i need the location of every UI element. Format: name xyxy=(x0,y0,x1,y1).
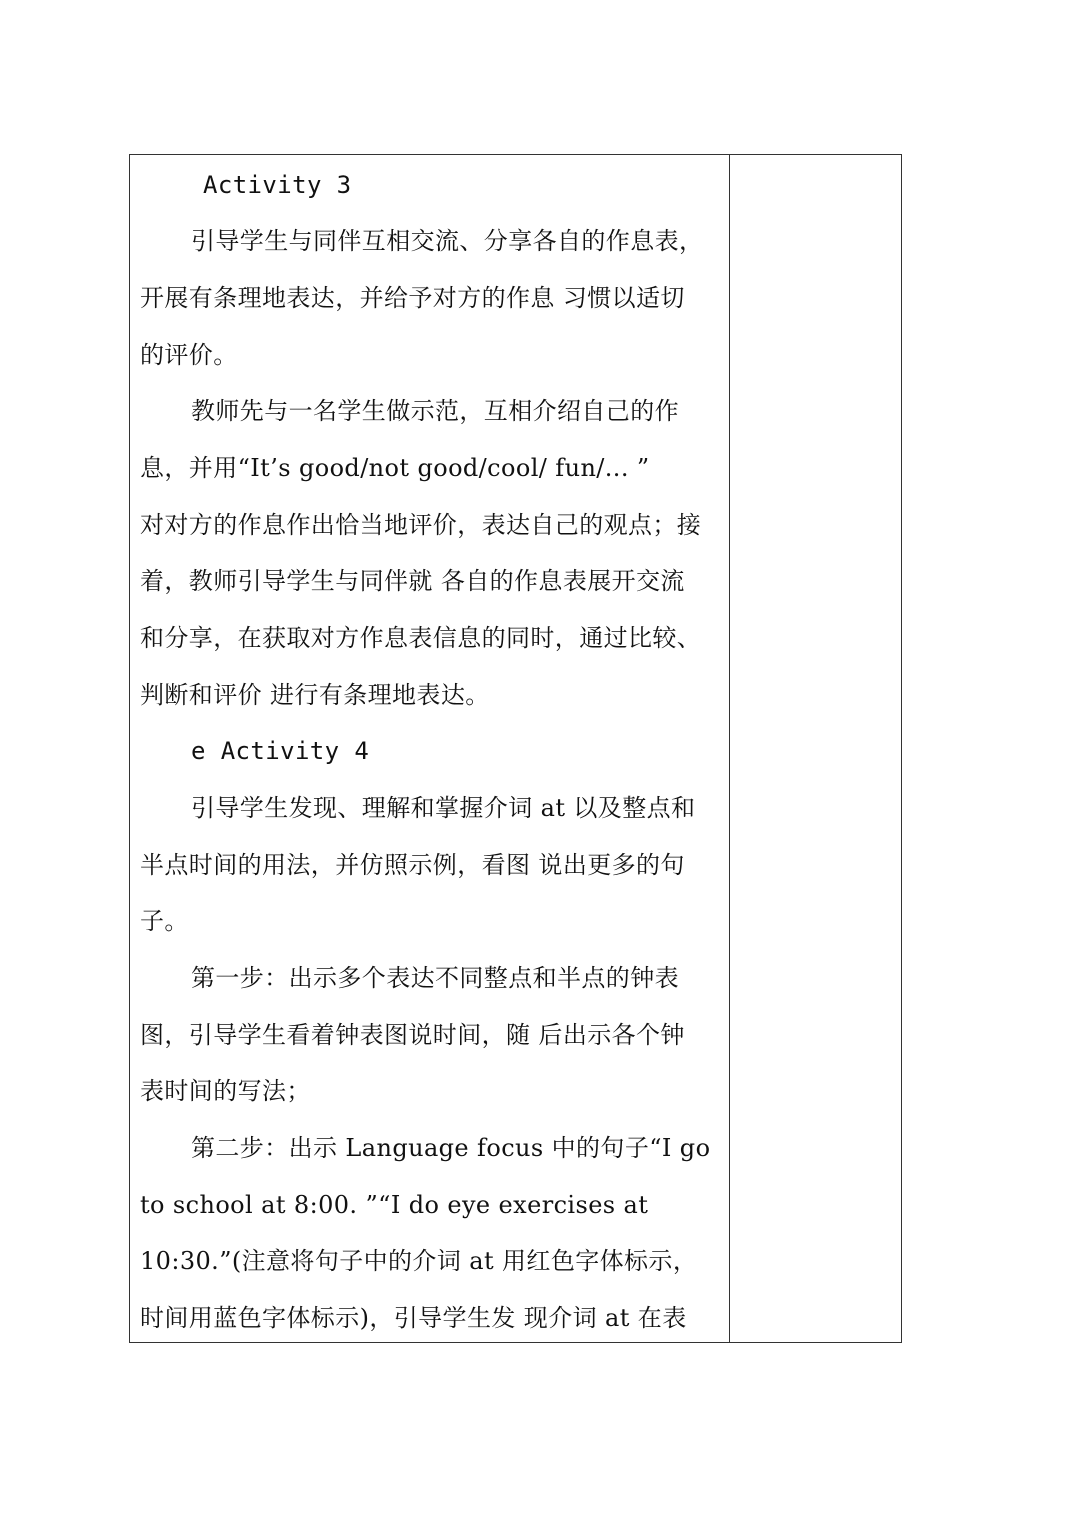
text-line: 的评价。 xyxy=(140,341,238,369)
activity-4-heading: e Activity 4 xyxy=(191,737,370,765)
text-line: 10:30.”(注意将句子中的介词 at 用红色字体标示， xyxy=(140,1247,698,1275)
text-line: 引导学生发现、理解和掌握介词 at 以及整点和 xyxy=(191,794,696,822)
activity-3-heading: Activity 3 xyxy=(203,171,352,199)
text-line: 半点时间的用法，并仿照示例，看图 说出更多的句 xyxy=(140,851,685,879)
text-line: 教师先与一名学生做示范，互相介绍自己的作 xyxy=(191,397,679,425)
column-divider xyxy=(729,154,730,1343)
text-line: 和分享，在获取对方作息表信息的同时，通过比较、 xyxy=(140,624,702,652)
text-line: 对对方的作息作出恰当地评价，表达自己的观点；接 xyxy=(140,511,702,539)
text-line: 判断和评价 进行有条理地表达。 xyxy=(140,681,490,709)
text-line: 开展有条理地表达，并给予对方的作息 习惯以适切 xyxy=(140,284,685,312)
notes-cell xyxy=(731,156,900,1341)
text-line: 引导学生与同伴互相交流、分享各自的作息表， xyxy=(191,227,704,255)
text-line: 第一步：出示多个表达不同整点和半点的钟表 xyxy=(191,964,679,992)
text-line: 子。 xyxy=(140,907,189,935)
text-line: 表时间的写法； xyxy=(140,1077,311,1105)
text-line: 时间用蓝色字体标示)，引导学生发 现介词 at 在表 xyxy=(140,1304,687,1332)
text-line: 着，教师引导学生与同伴就 各自的作息表展开交流 xyxy=(140,567,685,595)
text-line: to school at 8:00. ”“I do eye exercises at xyxy=(140,1191,649,1219)
text-line: 息，并用“It’s good/not good/cool/ fun/... ” xyxy=(140,454,650,482)
text-line: 第二步：出示 Language focus 中的句子“I go xyxy=(191,1134,711,1162)
text-line: 图，引导学生看着钟表图说时间，随 后出示各个钟 xyxy=(140,1021,685,1049)
